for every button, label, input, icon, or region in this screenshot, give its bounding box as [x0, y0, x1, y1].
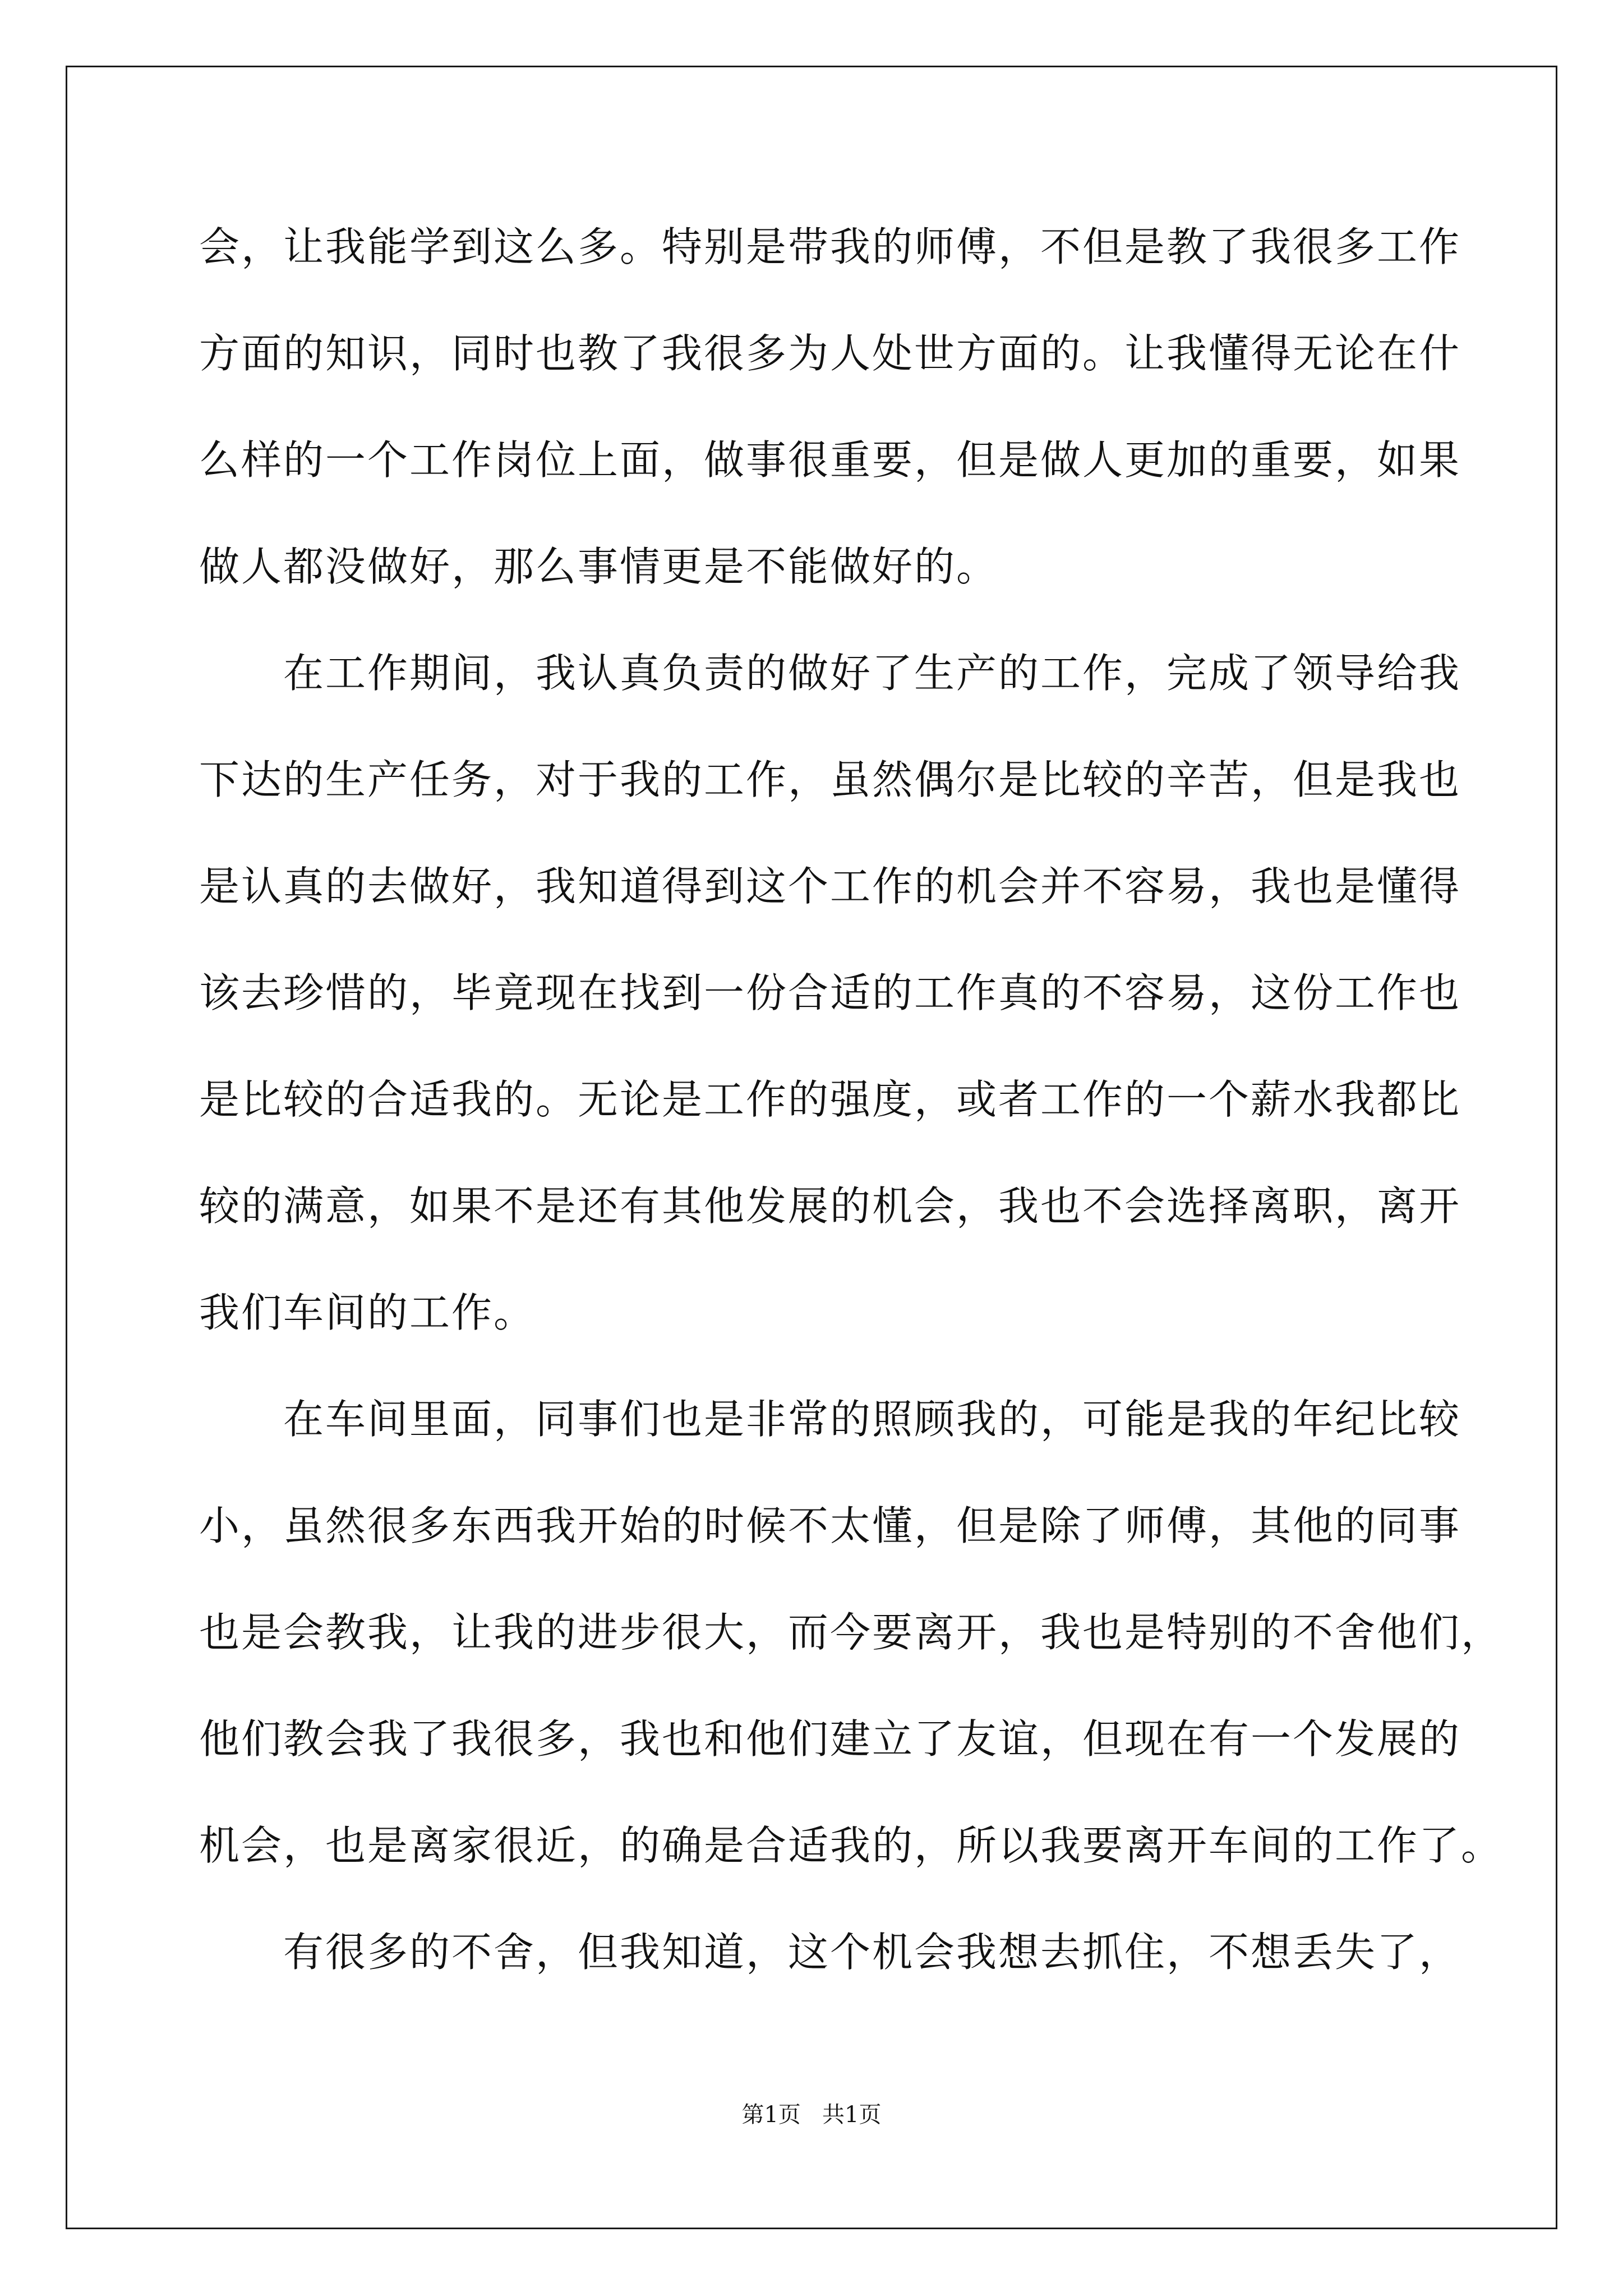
- text-line: 他们教会我了我很多，我也和他们建立了友谊，但现在有一个发展的: [199, 1715, 1461, 1763]
- text-line: 下达的生产任务，对于我的工作，虽然偶尔是比较的辛苦，但是我也: [199, 756, 1461, 803]
- text-line: 是比较的合适我的。无论是工作的强度，或者工作的一个薪水我都比: [199, 1076, 1461, 1123]
- text-line: 么样的一个工作岗位上面，做事很重要，但是做人更加的重要，如果: [199, 436, 1461, 484]
- text-line: 也是会教我，让我的进步很大，而今要离开，我也是特别的不舍他们，: [199, 1609, 1504, 1656]
- text-line: 较的满意，如果不是还有其他发展的机会，我也不会选择离职，离开: [199, 1182, 1461, 1230]
- text-line: 机会，也是离家很近，的确是合适我的，所以我要离开车间的工作了。: [199, 1822, 1504, 1869]
- page-border: [66, 66, 1557, 2229]
- text-line: 该去珍惜的，毕竟现在找到一份合适的工作真的不容易，这份工作也: [199, 969, 1461, 1016]
- page-footer: 第1页 共1页: [741, 2102, 882, 2128]
- text-line: 小，虽然很多东西我开始的时候不太懂，但是除了师傅，其他的同事: [199, 1502, 1461, 1549]
- text-line: 我们车间的工作。: [199, 1289, 536, 1336]
- text-line: 是认真的去做好，我知道得到这个工作的机会并不容易，我也是懂得: [199, 863, 1461, 910]
- text-line: 有很多的不舍，但我知道，这个机会我想去抓住，不想丢失了，: [199, 1929, 1461, 1976]
- text-line: 会，让我能学到这么多。特别是带我的师傅，不但是教了我很多工作: [199, 223, 1461, 270]
- text-line: 在工作期间，我认真负责的做好了生产的工作，完成了领导给我: [199, 650, 1461, 697]
- text-line: 方面的知识，同时也教了我很多为人处世方面的。让我懂得无论在什: [199, 330, 1461, 377]
- text-line: 在车间里面，同事们也是非常的照顾我的，可能是我的年纪比较: [199, 1396, 1461, 1443]
- text-line: 做人都没做好，那么事情更是不能做好的。: [199, 543, 999, 590]
